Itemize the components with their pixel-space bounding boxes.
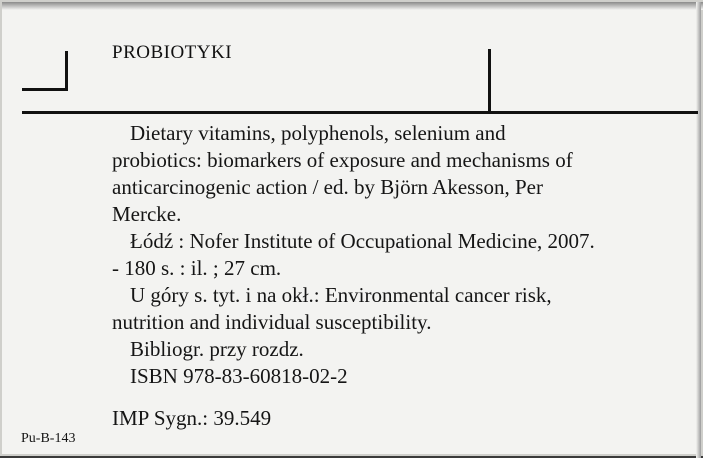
title-line: probiotics: biomarkers of exposure and mechanisms of bbox=[112, 148, 573, 172]
publication-line: Łódź : Nofer Institute of Occupational Medicine, 2007. bbox=[130, 229, 595, 253]
call-number: IMP Sygn.: 39.549 bbox=[112, 406, 272, 430]
title-line: anticarcinogenic action / ed. by Björn Akesson, Per bbox=[112, 175, 543, 199]
note-line: U góry s. tyt. i na okł.: Environmental cancer risk, bbox=[130, 283, 552, 307]
subject-heading: PROBIOTYKI bbox=[112, 42, 233, 63]
bibliographic-description bbox=[112, 120, 672, 390]
bibliography-note: Bibliogr. przy rozdz. bbox=[130, 337, 304, 361]
title-line: Dietary vitamins, polyphenols, selenium and bbox=[130, 121, 506, 145]
note-line: nutrition and individual susceptibility. bbox=[112, 310, 432, 334]
card-right-edge bbox=[696, 2, 701, 458]
isbn: ISBN 978-83-60818-02-2 bbox=[130, 364, 348, 388]
shelf-mark: Pu-B-143 bbox=[21, 431, 76, 446]
header-horizontal-rule bbox=[22, 111, 698, 114]
header-vertical-rule bbox=[488, 49, 491, 112]
card-top-edge bbox=[2, 2, 703, 10]
title-line: Mercke. bbox=[112, 202, 182, 226]
corner-bracket-horizontal bbox=[22, 88, 68, 91]
publication-line: - 180 s. : il. ; 27 cm. bbox=[112, 256, 282, 280]
corner-bracket-vertical bbox=[65, 51, 68, 91]
